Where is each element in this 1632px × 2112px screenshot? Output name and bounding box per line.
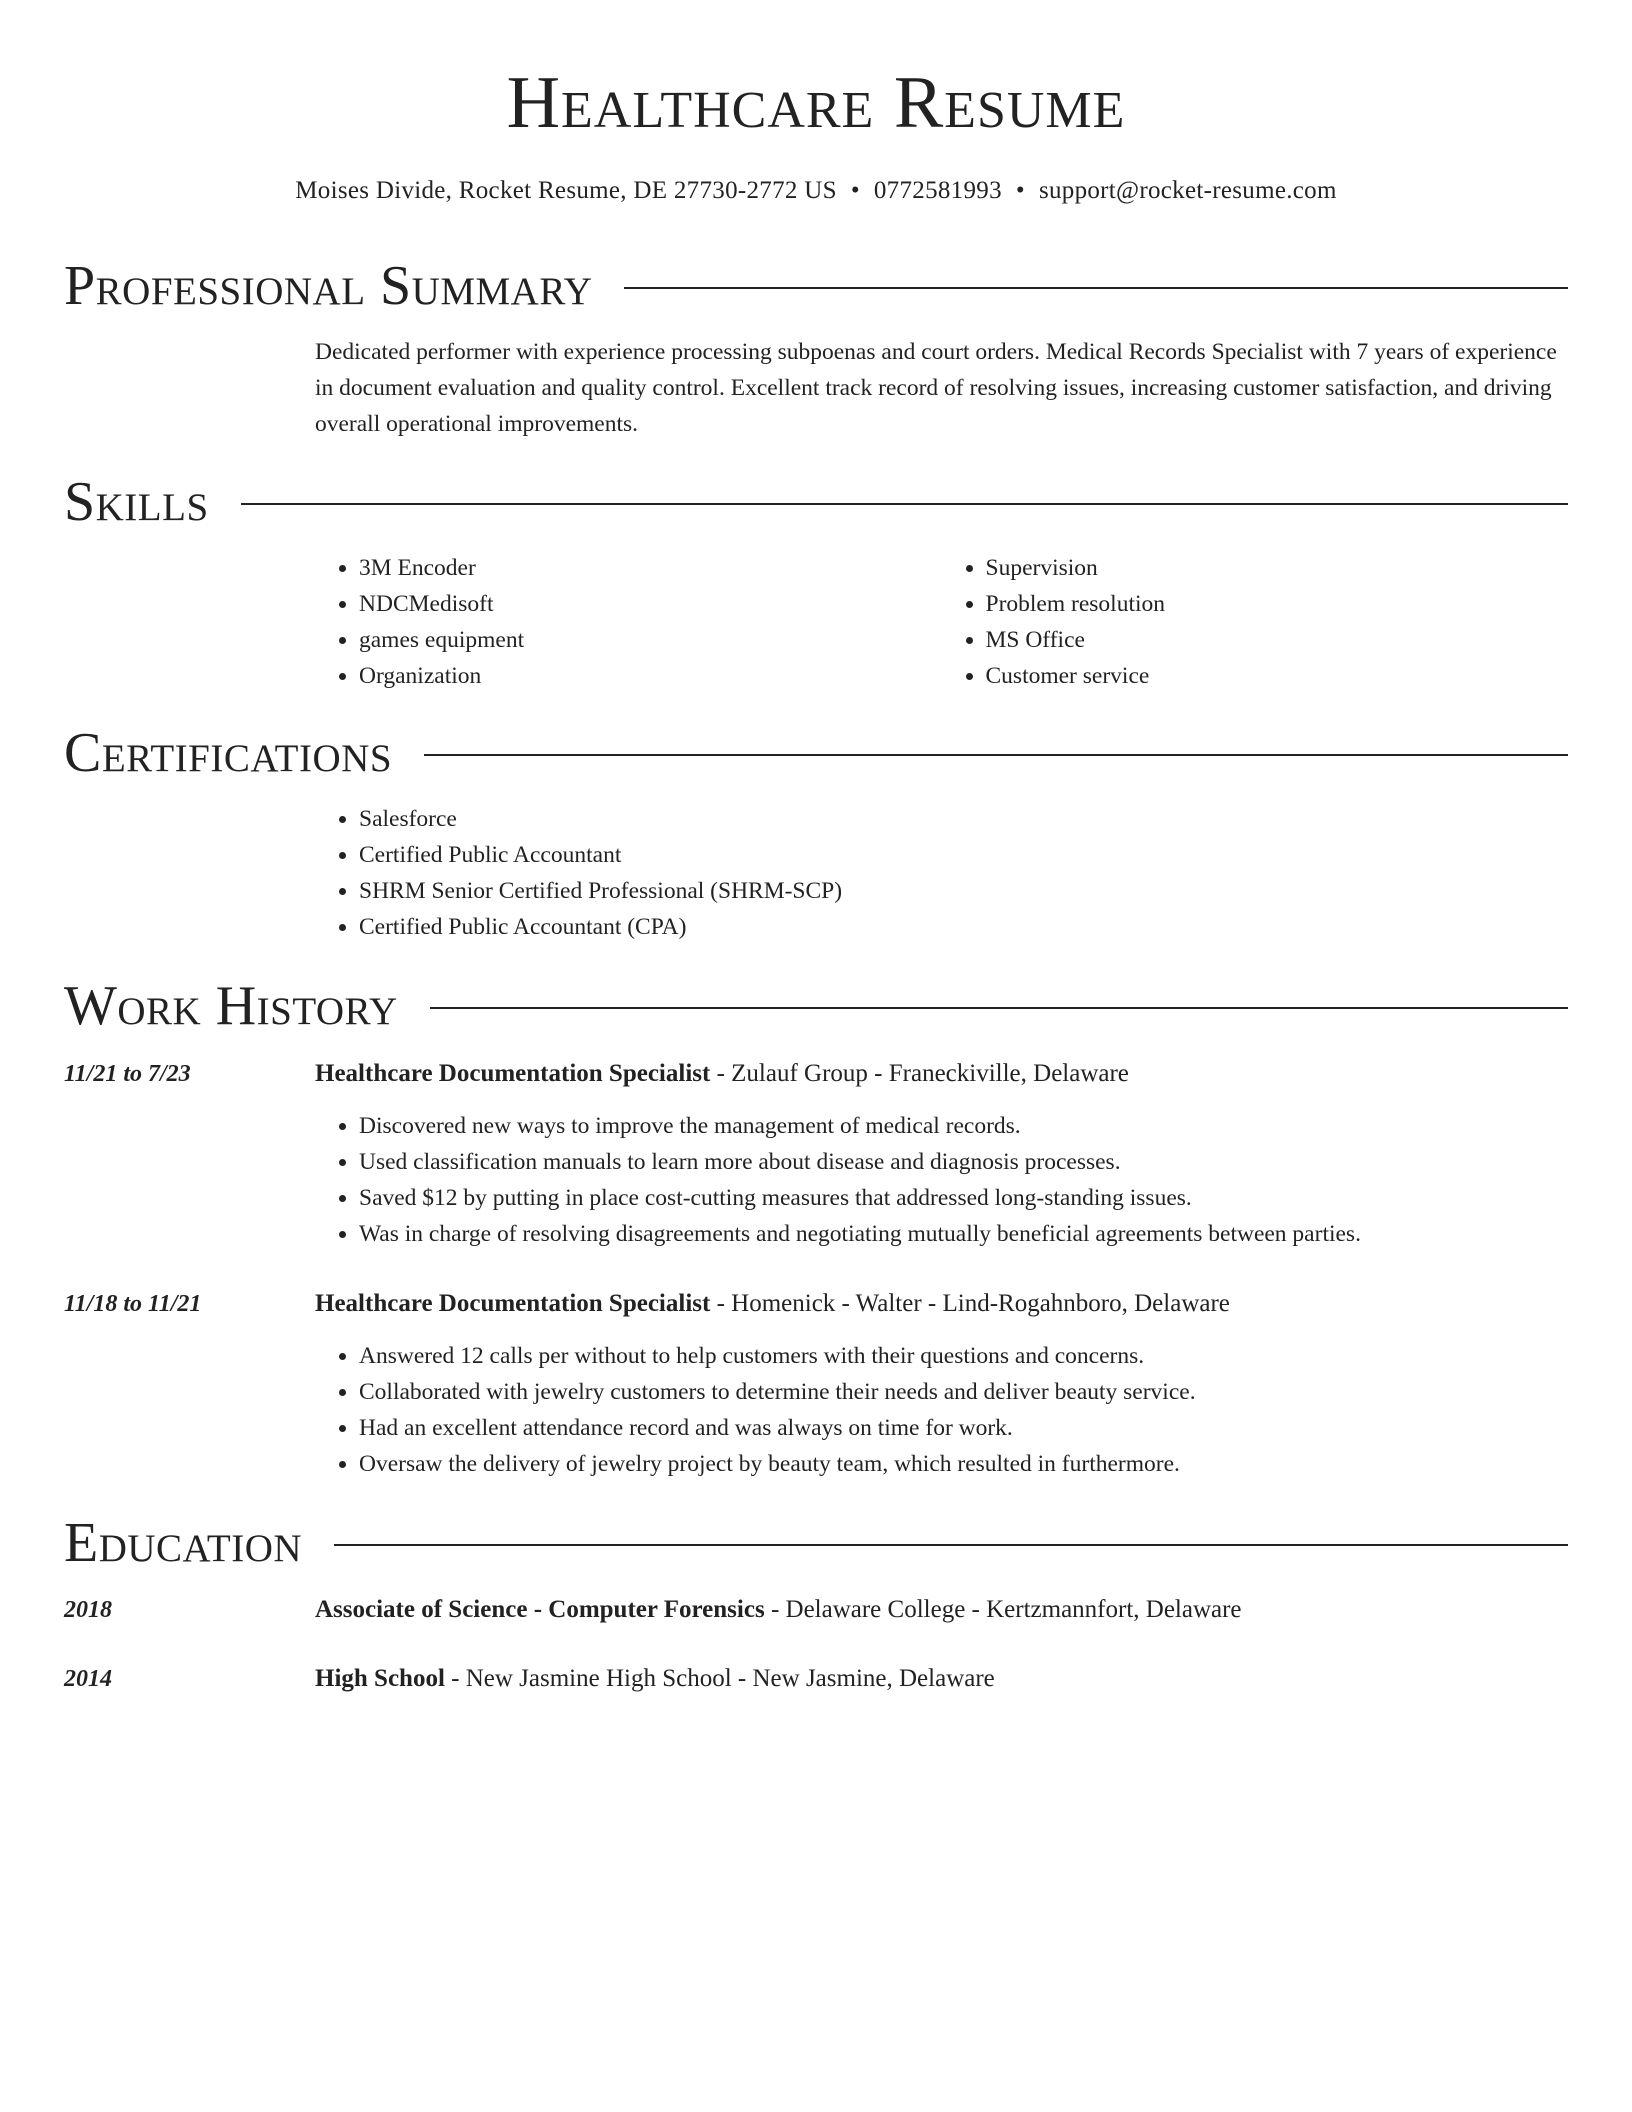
job-details: - Zulauf Group - Franeckiville, Delaware bbox=[710, 1060, 1129, 1087]
skills-section-heading bbox=[64, 470, 1568, 534]
job-bullets bbox=[315, 1338, 1612, 1482]
skills-heading: Skills bbox=[64, 471, 209, 533]
job-title: Healthcare Documentation Specialist bbox=[315, 1060, 711, 1087]
job-dates: 11/18 to 11/21 bbox=[64, 1291, 202, 1317]
job-dates: 11/21 to 7/23 bbox=[64, 1061, 191, 1087]
job-title: Healthcare Documentation Specialist bbox=[315, 1290, 711, 1317]
education-details: - New Jasmine High School - New Jasmine, Delaware bbox=[444, 1665, 995, 1692]
job-bullet: • Saved $12 by putting in place cost-cutting measures that addressed long-standing issues. bbox=[359, 1180, 1612, 1216]
work-history-section-heading bbox=[64, 974, 1568, 1038]
skills-grid bbox=[315, 550, 1568, 694]
job-bullet: • Used classification manuals to learn more about disease and diagnosis processes. bbox=[359, 1144, 1612, 1180]
job-bullet: • Was in charge of resolving disagreements and negotiating mutually beneficial agreements between parties. bbox=[359, 1216, 1612, 1252]
skills-list-left bbox=[315, 550, 942, 694]
job-bullet: • Had an excellent attendance record and was always on time for work. bbox=[359, 1410, 1612, 1446]
skills-body bbox=[315, 550, 1568, 694]
summary-heading: Professional Summary bbox=[64, 255, 593, 317]
section-divider bbox=[430, 1007, 1568, 1009]
contact-phone: 0772581993 bbox=[873, 177, 1002, 204]
education-degree: Associate of Science - Computer Forensics bbox=[315, 1596, 765, 1623]
certifications-list bbox=[315, 801, 1568, 945]
section-divider bbox=[241, 503, 1568, 505]
skills-list-right bbox=[942, 550, 1569, 694]
work-history-heading: Work History bbox=[64, 975, 398, 1037]
certification-item: • Certified Public Accountant bbox=[359, 837, 1568, 873]
summary-text: Dedicated performer with experience processing subpoenas and court orders. Medical Records Specialist with 7 years of experience in document evaluation and quality control. Excellent track record of resolving issues, increasing customer satisfaction, and driving overall operational improvements. bbox=[315, 339, 1557, 437]
resume-title: Healthcare Resume bbox=[506, 62, 1126, 144]
job-bullet: • Discovered new ways to improve the management of medical records. bbox=[359, 1108, 1612, 1144]
contact-line bbox=[64, 174, 1568, 208]
job-headline bbox=[315, 1286, 1230, 1322]
skill-item: • Problem resolution bbox=[986, 586, 1569, 622]
summary-body bbox=[315, 334, 1568, 442]
certification-item: • Certified Public Accountant (CPA) bbox=[359, 909, 1568, 945]
skill-item: • Customer service bbox=[986, 658, 1569, 694]
skill-item: • NDCMedisoft bbox=[359, 586, 942, 622]
section-divider bbox=[624, 287, 1568, 289]
skill-item: • Organization bbox=[359, 658, 942, 694]
skill-item: • Supervision bbox=[986, 550, 1569, 586]
education-heading: Education bbox=[64, 1512, 303, 1574]
job-bullets bbox=[315, 1108, 1612, 1252]
contact-email: support@rocket-resume.com bbox=[1038, 177, 1337, 204]
job-bullet: • Collaborated with jewelry customers to determine their needs and deliver beauty service. bbox=[359, 1374, 1612, 1410]
certification-item: • Salesforce bbox=[359, 801, 1568, 837]
skill-item: • MS Office bbox=[986, 622, 1569, 658]
education-headline bbox=[315, 1592, 1242, 1628]
education-details: - Delaware College - Kertzmannfort, Delaware bbox=[764, 1596, 1242, 1623]
certifications-body bbox=[315, 801, 1568, 945]
skill-item: • games equipment bbox=[359, 622, 942, 658]
job-bullet: • Oversaw the delivery of jewelry project by beauty team, which resulted in furthermore. bbox=[359, 1446, 1612, 1482]
job-headline bbox=[315, 1056, 1129, 1092]
contact-address: Moises Divide, Rocket Resume, DE 27730-2772 US bbox=[295, 177, 837, 204]
summary-section-heading bbox=[64, 254, 1568, 318]
education-degree: High School bbox=[315, 1665, 445, 1692]
certifications-heading: Certifications bbox=[64, 722, 393, 784]
section-divider bbox=[334, 1544, 1568, 1546]
certification-item: • SHRM Senior Certified Professional (SHRM-SCP) bbox=[359, 873, 1568, 909]
education-section-heading bbox=[64, 1511, 1568, 1575]
section-divider bbox=[424, 754, 1568, 756]
separator-dot: • bbox=[1015, 177, 1025, 204]
separator-dot: • bbox=[850, 177, 860, 204]
job-bullet: • Answered 12 calls per without to help customers with their questions and concerns. bbox=[359, 1338, 1612, 1374]
education-year: 2018 bbox=[64, 1597, 112, 1623]
job-details: - Homenick - Walter - Lind-Rogahnboro, Delaware bbox=[710, 1290, 1230, 1317]
skill-item: • 3M Encoder bbox=[359, 550, 942, 586]
education-headline bbox=[315, 1661, 995, 1697]
certifications-section-heading bbox=[64, 721, 1568, 785]
education-year: 2014 bbox=[64, 1666, 112, 1692]
